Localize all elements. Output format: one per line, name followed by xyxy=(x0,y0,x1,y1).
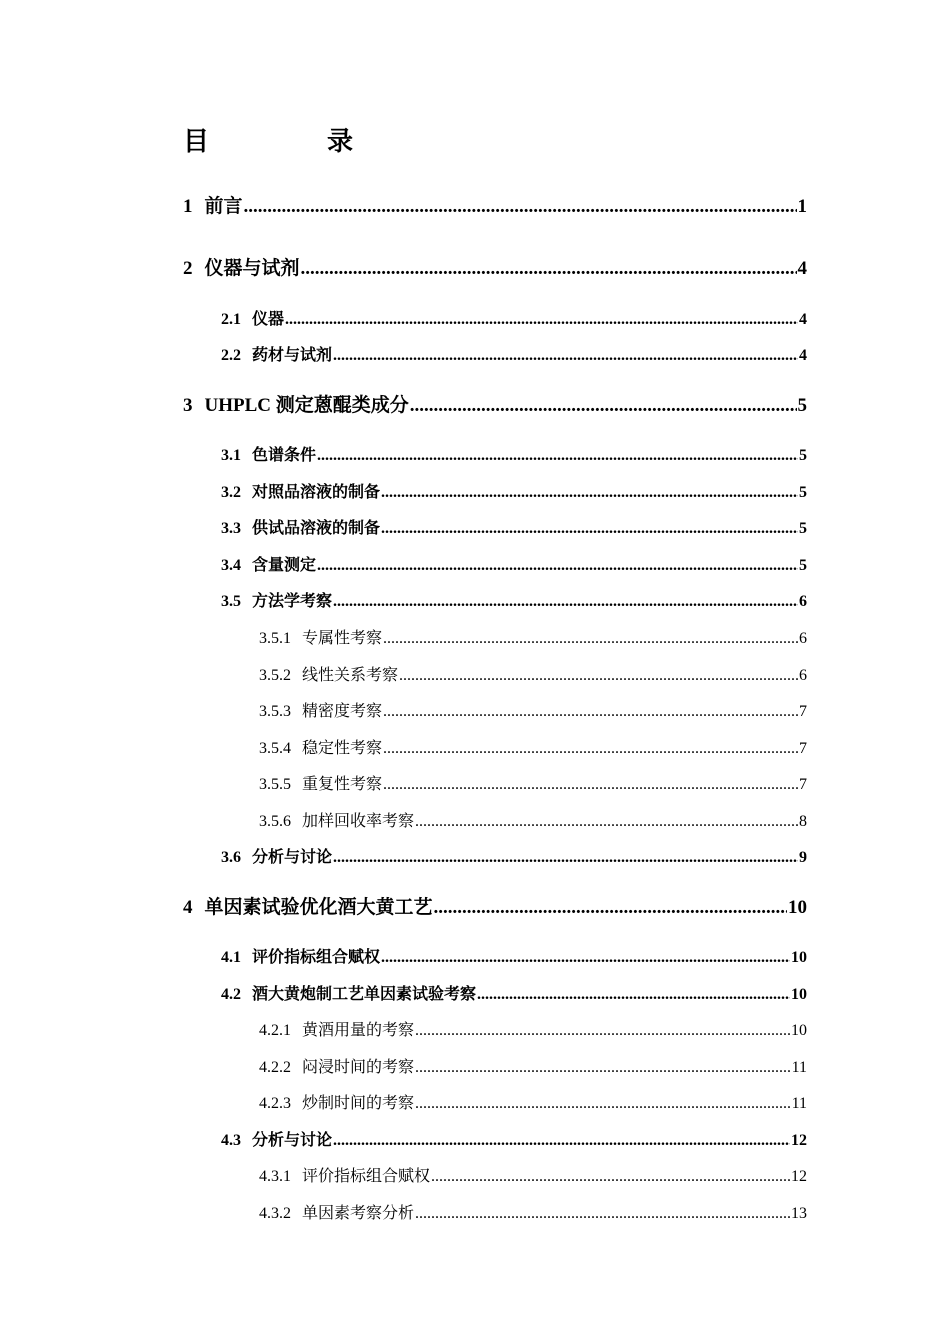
dot-leader xyxy=(317,445,798,467)
dot-leader xyxy=(415,1057,791,1079)
dot-leader xyxy=(333,1130,790,1152)
toc-entry-page: 6 xyxy=(799,630,807,647)
toc-entry-title: 方法学考察 xyxy=(252,593,333,610)
toc-entry-page: 4 xyxy=(799,347,807,364)
dot-leader xyxy=(333,847,798,869)
toc-entry-title: 闷浸时间的考察 xyxy=(302,1059,415,1076)
dot-leader xyxy=(383,701,798,723)
toc-entry-title: 酒大黄炮制工艺单因素试验考察 xyxy=(252,986,477,1003)
toc-entry-title: 色谱条件 xyxy=(252,447,317,464)
toc-entry-number: 4.2.3 xyxy=(259,1095,291,1112)
toc-entry-title: 仪器与试剂 xyxy=(204,258,300,279)
toc-entry-page: 5 xyxy=(799,557,807,574)
toc-entry-title: 评价指标组合赋权 xyxy=(302,1168,431,1185)
toc-entry-4-2-2[interactable] xyxy=(259,1057,807,1079)
dot-leader xyxy=(244,194,797,220)
toc-entry-4-3-1[interactable] xyxy=(259,1166,807,1188)
toc-entry-number: 2 xyxy=(183,258,193,279)
toc-entry-3-3[interactable] xyxy=(221,518,807,540)
toc-entry-title: UHPLC 测定蒽醌类成分 xyxy=(204,395,409,416)
dot-leader xyxy=(434,895,787,921)
toc-entry-number: 3.6 xyxy=(221,849,241,866)
toc-entry-title: 重复性考察 xyxy=(302,776,383,793)
toc-entry-number: 4.1 xyxy=(221,949,241,966)
toc-entry-title: 炒制时间的考察 xyxy=(302,1095,415,1112)
toc-entry-page: 10 xyxy=(791,986,807,1003)
toc-entry-page: 10 xyxy=(788,897,807,918)
dot-leader xyxy=(381,482,798,504)
toc-entry-page: 8 xyxy=(799,813,807,830)
toc-entry-3-5-5[interactable] xyxy=(259,774,807,796)
dot-leader xyxy=(383,738,798,760)
toc-entry-title: 分析与讨论 xyxy=(252,1132,333,1149)
dot-leader xyxy=(383,774,798,796)
toc-entry-4-2[interactable] xyxy=(221,984,807,1006)
toc-entry-page: 12 xyxy=(791,1168,807,1185)
toc-entry-3-5[interactable] xyxy=(221,591,807,613)
toc-entry-number: 2.2 xyxy=(221,347,241,364)
toc-entry-3-5-1[interactable] xyxy=(259,628,807,650)
toc-entry-4[interactable] xyxy=(183,895,807,921)
toc-entry-page: 12 xyxy=(791,1132,807,1149)
toc-entry-title: 单因素试验优化酒大黄工艺 xyxy=(204,897,433,918)
toc-entry-number: 3.2 xyxy=(221,484,241,501)
toc-entry-page: 1 xyxy=(797,196,807,217)
toc-entry-number: 3 xyxy=(183,395,193,416)
toc-entry-3-6[interactable] xyxy=(221,847,807,869)
toc-entry-number: 3.1 xyxy=(221,447,241,464)
toc-entry-number: 4.3.1 xyxy=(259,1168,291,1185)
toc-entry-page: 7 xyxy=(799,776,807,793)
toc-entry-title: 含量测定 xyxy=(252,557,317,574)
toc-entry-number: 4.2 xyxy=(221,986,241,1003)
toc-entry-title: 单因素考察分析 xyxy=(302,1205,415,1222)
toc-entry-page: 6 xyxy=(799,593,807,610)
toc-entry-title: 精密度考察 xyxy=(302,703,383,720)
toc-entry-number: 3.5.3 xyxy=(259,703,291,720)
toc-entry-page: 11 xyxy=(791,1095,807,1112)
toc-entry-number: 3.5.6 xyxy=(259,813,291,830)
toc-entry-title: 评价指标组合赋权 xyxy=(252,949,381,966)
toc-entry-number: 4.3.2 xyxy=(259,1205,291,1222)
toc-entry-page: 6 xyxy=(799,667,807,684)
toc-entry-page: 10 xyxy=(791,949,807,966)
toc-entry-page: 5 xyxy=(799,447,807,464)
toc-entry-title: 分析与讨论 xyxy=(252,849,333,866)
dot-leader xyxy=(410,393,797,419)
toc-entry-2[interactable] xyxy=(183,256,807,282)
toc-entry-title: 专属性考察 xyxy=(302,630,383,647)
toc-entry-title: 仪器 xyxy=(252,311,285,328)
dot-leader xyxy=(477,984,790,1006)
toc-entry-number: 2.1 xyxy=(221,311,241,328)
toc-entry-number: 4.3 xyxy=(221,1132,241,1149)
toc-entry-3-1[interactable] xyxy=(221,445,807,467)
toc-entry-page: 9 xyxy=(799,849,807,866)
toc-entry-number: 3.5.4 xyxy=(259,740,291,757)
toc-entry-page: 13 xyxy=(791,1205,807,1222)
toc-entry-number: 1 xyxy=(183,196,193,217)
toc-entry-title: 线性关系考察 xyxy=(302,667,399,684)
dot-leader xyxy=(317,555,798,577)
dot-leader xyxy=(415,1093,791,1115)
toc-entry-title: 供试品溶液的制备 xyxy=(252,520,381,537)
toc-entry-number: 4.2.2 xyxy=(259,1059,291,1076)
toc-entry-number: 3.5.2 xyxy=(259,667,291,684)
dot-leader xyxy=(333,345,798,367)
toc-entry-number: 3.5 xyxy=(221,593,241,610)
toc-entry-page: 5 xyxy=(799,520,807,537)
toc-entry-4-3-2[interactable] xyxy=(259,1203,807,1225)
toc-entry-3-2[interactable] xyxy=(221,482,807,504)
toc-entry-4-1[interactable] xyxy=(221,947,807,969)
toc-entry-3-5-3[interactable] xyxy=(259,701,807,723)
dot-leader xyxy=(415,1203,790,1225)
toc-entry-number: 3.5.1 xyxy=(259,630,291,647)
dot-leader xyxy=(381,518,798,540)
toc-entry-title: 前言 xyxy=(204,196,243,217)
page-title: 目 录 xyxy=(183,127,400,156)
toc-entry-2-2[interactable] xyxy=(221,345,807,367)
dot-leader xyxy=(415,1020,790,1042)
toc-entry-page: 5 xyxy=(799,484,807,501)
toc-entry-2-1[interactable] xyxy=(221,309,807,331)
toc-entry-title: 黄酒用量的考察 xyxy=(302,1022,415,1039)
toc-entry-page: 7 xyxy=(799,703,807,720)
toc-entry-number: 3.5.5 xyxy=(259,776,291,793)
toc-entry-page: 4 xyxy=(797,258,807,279)
toc-entry-3-5-4[interactable] xyxy=(259,738,807,760)
toc-entry-4-3[interactable] xyxy=(221,1130,807,1152)
toc-entry-3-5-6[interactable] xyxy=(259,811,807,833)
toc-entry-3-4[interactable] xyxy=(221,555,807,577)
toc-entry-page: 11 xyxy=(791,1059,807,1076)
dot-leader xyxy=(415,811,798,833)
toc-entry-3-5-2[interactable] xyxy=(259,665,807,687)
dot-leader xyxy=(399,665,798,687)
toc-entry-title: 药材与试剂 xyxy=(252,347,333,364)
toc-entry-title: 稳定性考察 xyxy=(302,740,383,757)
toc-entry-1[interactable] xyxy=(183,194,807,220)
toc-entry-page: 10 xyxy=(791,1022,807,1039)
toc-entry-4-2-3[interactable] xyxy=(259,1093,807,1115)
toc-entry-number: 3.4 xyxy=(221,557,241,574)
toc-entry-4-2-1[interactable] xyxy=(259,1020,807,1042)
dot-leader xyxy=(285,309,798,331)
dot-leader xyxy=(333,591,798,613)
toc-entry-number: 3.3 xyxy=(221,520,241,537)
dot-leader xyxy=(301,256,797,282)
toc-entry-3[interactable] xyxy=(183,393,807,419)
toc-entry-title: 加样回收率考察 xyxy=(302,813,415,830)
toc-entry-page: 7 xyxy=(799,740,807,757)
dot-leader xyxy=(383,628,798,650)
dot-leader xyxy=(431,1166,790,1188)
dot-leader xyxy=(381,947,790,969)
toc-entry-number: 4 xyxy=(183,897,193,918)
toc-entry-page: 4 xyxy=(799,311,807,328)
toc-entry-number: 4.2.1 xyxy=(259,1022,291,1039)
toc-entry-title: 对照品溶液的制备 xyxy=(252,484,381,501)
toc-entry-page: 5 xyxy=(797,395,807,416)
